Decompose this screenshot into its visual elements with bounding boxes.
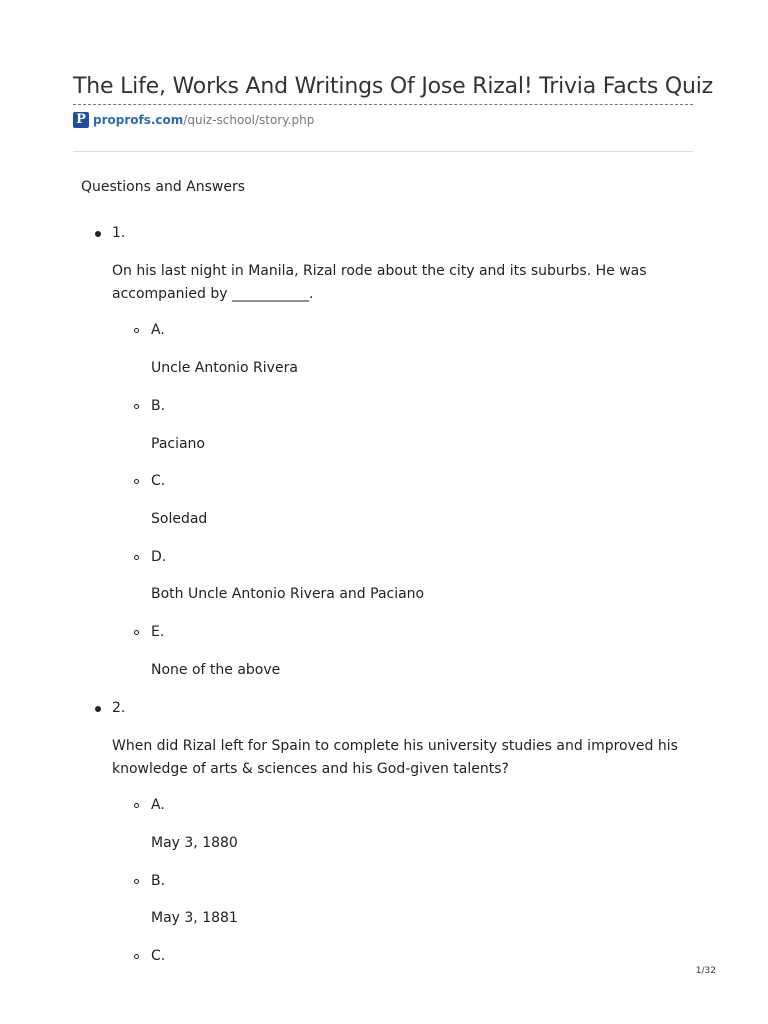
question-text: knowledge of arts & sciences and his God-given talents? — [112, 761, 509, 777]
option-letter: D. — [151, 549, 167, 565]
circle-bullet-icon — [134, 404, 139, 409]
question-text: When did Rizal left for Spain to complete his university studies and improved his — [112, 738, 678, 754]
section-title: Questions and Answers — [81, 179, 246, 195]
option-letter: B. — [151, 398, 166, 414]
option-letter: E. — [151, 624, 165, 640]
option-text: May 3, 1881 — [151, 910, 238, 926]
question-number: 1. — [112, 225, 126, 241]
option-text: Both Uncle Antonio Rivera and Paciano — [151, 586, 425, 602]
circle-bullet-icon — [134, 879, 139, 884]
circle-bullet-icon — [134, 479, 139, 484]
option-text: Paciano — [151, 436, 205, 452]
option-letter: B. — [151, 873, 166, 889]
page-indicator: 1/32 — [695, 966, 716, 976]
bullet-icon — [95, 231, 101, 237]
question-text: accompanied by ___________. — [112, 286, 314, 302]
title-dashed-rule — [73, 104, 693, 105]
option-letter: C. — [151, 948, 166, 964]
circle-bullet-icon — [134, 803, 139, 808]
question-number: 2. — [112, 700, 126, 716]
option-text: May 3, 1880 — [151, 835, 238, 851]
source-line — [73, 111, 314, 129]
bullet-icon — [95, 706, 101, 712]
option-letter: A. — [151, 797, 165, 813]
source-path: /quiz-school/story.php — [183, 113, 315, 127]
circle-bullet-icon — [134, 954, 139, 959]
circle-bullet-icon — [134, 328, 139, 333]
source-domain-link[interactable]: proprofs.com — [93, 113, 184, 127]
circle-bullet-icon — [134, 555, 139, 560]
question-text: On his last night in Manila, Rizal rode about the city and its suburbs. He was — [112, 263, 647, 279]
option-text: None of the above — [151, 662, 281, 678]
circle-bullet-icon — [134, 630, 139, 635]
page-title: The Life, Works And Writings Of Jose Rizal! Trivia Facts Quiz — [73, 74, 714, 99]
option-text: Uncle Antonio Rivera — [151, 360, 298, 376]
proprofs-logo-icon: P — [73, 112, 89, 128]
option-text: Soledad — [151, 511, 208, 527]
option-letter: A. — [151, 322, 165, 338]
divider — [73, 151, 693, 152]
option-letter: C. — [151, 473, 166, 489]
